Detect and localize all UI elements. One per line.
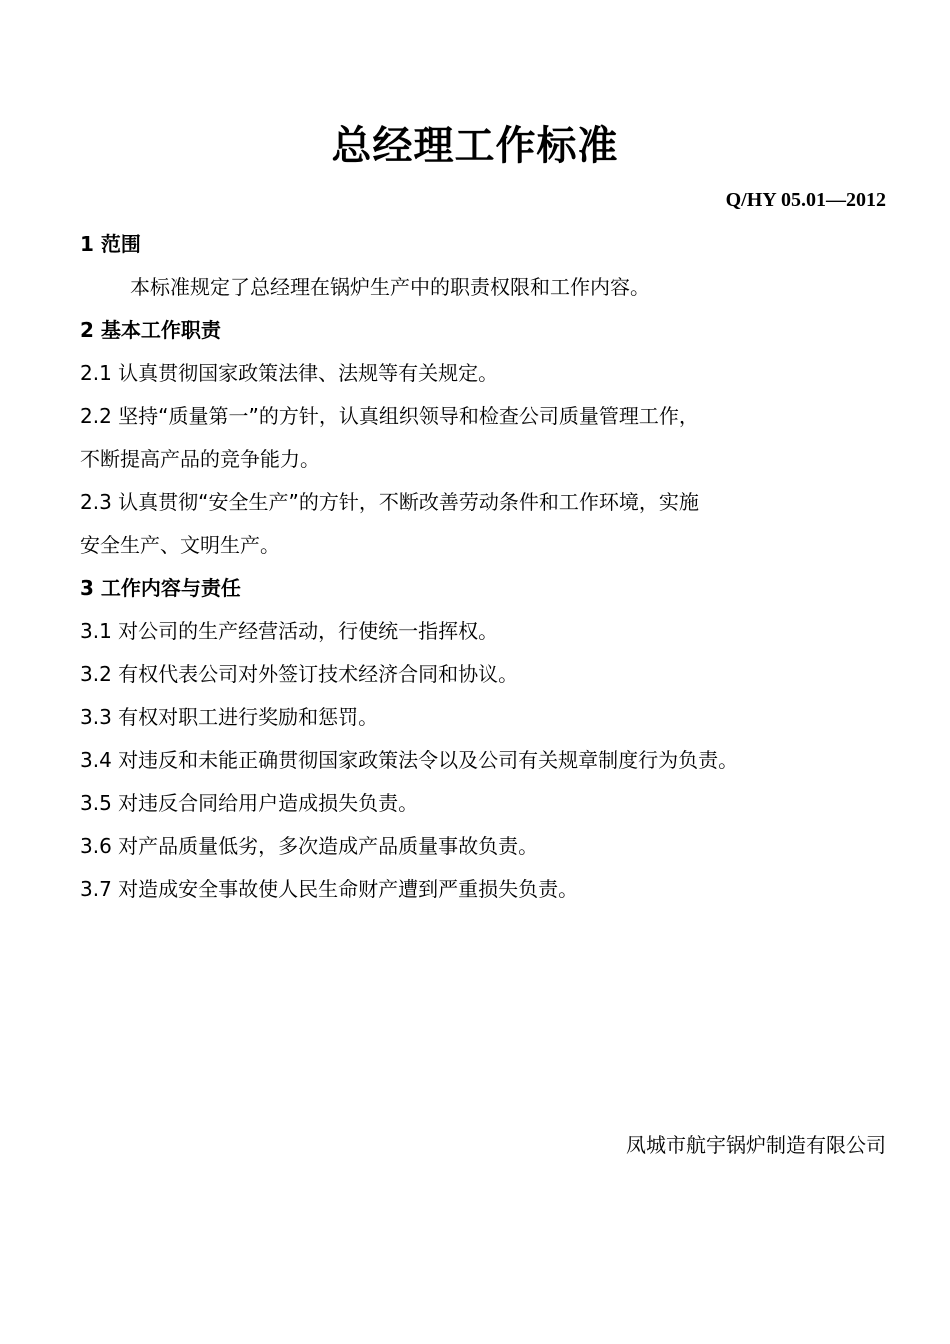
document-code: Q/HY 05.01—2012: [725, 189, 886, 211]
content-item-3-7: 3.7 对造成安全事故使人民生命财产遭到严重损失负责。: [80, 877, 579, 901]
duty-item-2-2-continued: 不断提高产品的竞争能力。: [80, 447, 320, 471]
content-item-3-2: 3.2 有权代表公司对外签订技术经济合同和协议。: [80, 662, 519, 686]
content-item-3-5: 3.5 对违反合同给用户造成损失负责。: [80, 791, 419, 815]
section-heading-content: 3 工作内容与责任: [80, 576, 241, 600]
duty-item-2-3: 2.3 认真贯彻“安全生产”的方针，不断改善劳动条件和工作环境，实施: [80, 490, 699, 514]
content-item-3-4: 3.4 对违反和未能正确贯彻国家政策法令以及公司有关规章制度行为负责。: [80, 748, 739, 772]
section-heading-scope: 1 范围: [80, 232, 141, 256]
duty-item-2-3-continued: 安全生产、文明生产。: [80, 533, 280, 557]
section-heading-duties: 2 基本工作职责: [80, 318, 221, 342]
document-title: 总经理工作标准: [331, 123, 619, 169]
duty-item-2-1: 2.1 认真贯彻国家政策法律、法规等有关规定。: [80, 361, 499, 385]
content-item-3-3: 3.3 有权对职工进行奖励和惩罚。: [80, 705, 379, 729]
content-item-3-6: 3.6 对产品质量低劣，多次造成产品质量事故负责。: [80, 834, 539, 858]
company-name: 凤城市航宇锅炉制造有限公司: [626, 1133, 886, 1157]
duty-item-2-2: 2.2 坚持“质量第一”的方针，认真组织领导和检查公司质量管理工作，: [80, 404, 699, 428]
scope-paragraph: 本标准规定了总经理在锅炉生产中的职责权限和工作内容。: [130, 275, 650, 299]
content-item-3-1: 3.1 对公司的生产经营活动，行使统一指挥权。: [80, 619, 499, 643]
